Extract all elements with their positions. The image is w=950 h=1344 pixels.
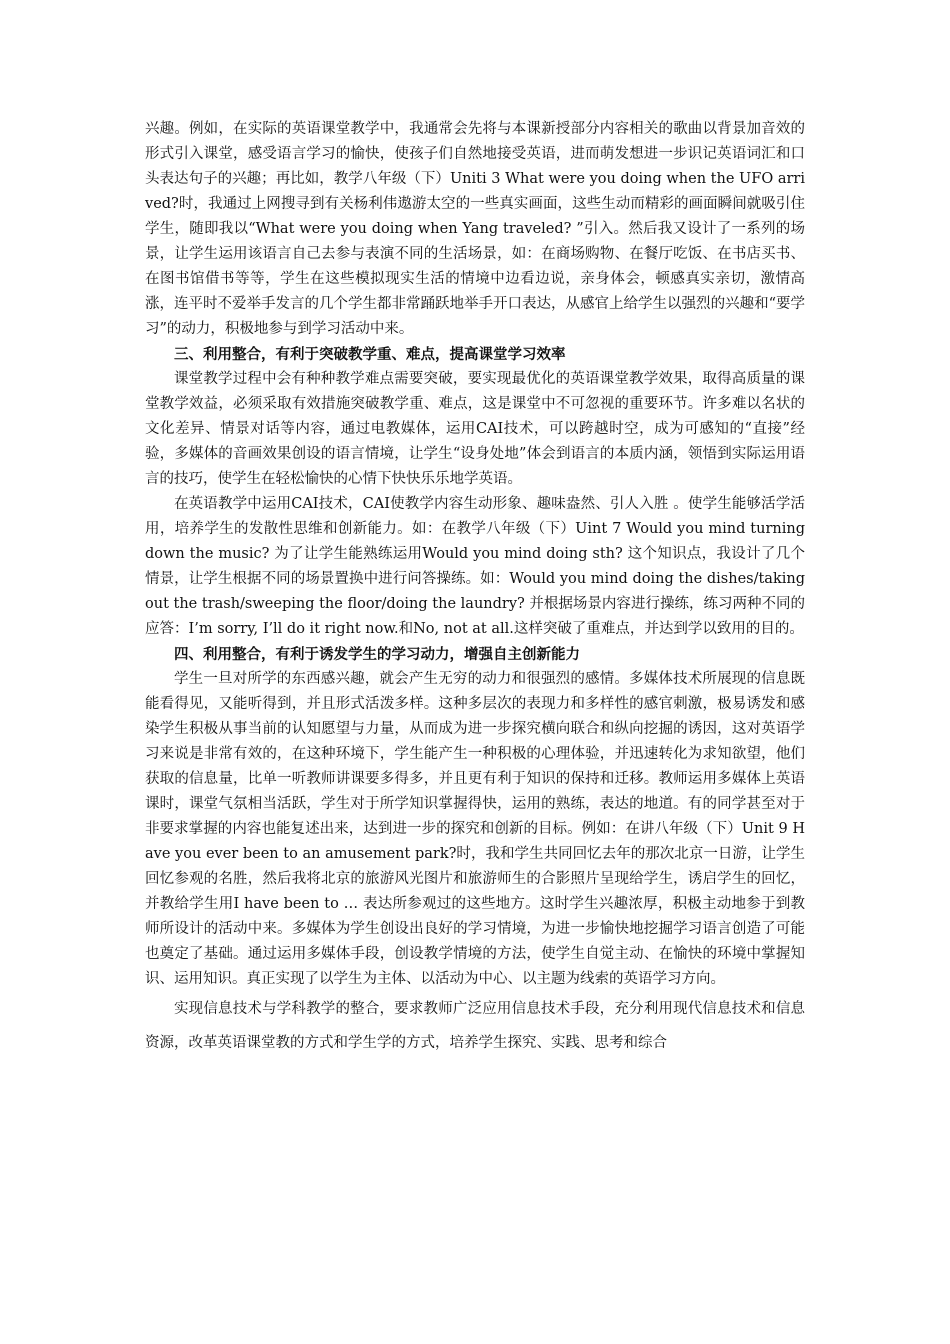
paragraph-interest: 兴趣。例如，在实际的英语课堂教学中，我通常会先将与本课新授部分内容相关的歌曲以背景加音效的形式引入课堂，感受语言学习的愉快，使孩子们自然地接受英语，进而萌发想进一步识记英语词汇和口头表达句子的兴趣；再比如，教学八年级（下）Uniti 3 What were you doing when the UFO arrived?时，我通过上网搜寻到有关杨利伟遨游太空的一些真实画面，这些生动而精彩的画面瞬间就吸引住学生，随即我以“What were you doing when Yang traveled? ”引入。然后我又设计了一系列的场景，让学生运用该语言自己去参与表演不同的生活场景，如：在商场购物、在餐厅吃饭、在书店买书、在图书馆借书等等，学生在这些模拟现实生活的情境中边看边说，亲身体会，顿感真实亲切，激情高涨，连平时不爱举手发言的几个学生都非常踊跃地举手开口表达，从感官上给学生以强烈的兴趣和“要学习”的动力，积极地参与到学习活动中来。 xyxy=(145,121,805,337)
paragraph-integration: 实现信息技术与学科教学的整合，要求教师广泛应用信息技术手段，充分利用现代信息技术和信息资源，改革英语课堂教的方式和学生学的方式，培养学生探究、实践、思考和综合 xyxy=(145,1001,805,1051)
paragraph-difficulties: 课堂教学过程中会有种种教学难点需要突破，要实现最优化的英语课堂教学效果，取得高质量的课堂教学效益，必须采取有效措施突破教学重、难点，这是课堂中不可忽视的重要环节。许多难以名状的文化差异、情景对话等内容，通过电教媒体，运用CAI技术，可以跨越时空，成为可感知的“直接”经验，多媒体的音画效果创设的语言情境，让学生“设身处地”体会到语言的本质内涵，领悟到实际运用语言的技巧，使学生在轻松愉快的心情下快快乐乐地学英语。 xyxy=(145,371,805,487)
paragraph-motivation: 学生一旦对所学的东西感兴趣，就会产生无穷的动力和很强烈的感情。多媒体技术所展现的信息既能看得见，又能听得到，并且形式活泼多样。这种多层次的表现力和多样性的感官刺激，极易诱发和感染学生积极从事当前的认知愿望与力量，从而成为进一步探究横向联合和纵向挖掘的诱因，这对英语学习来说是非常有效的，在这种环境下，学生能产生一种积极的心理体验，并迅速转化为求知欲望，他们获取的信息量，比单一听教师讲课要多得多，并且更有利于知识的保持和迁移。教师运用多媒体上英语课时，课堂气氛相当活跃，学生对于所学知识掌握得快，运用的熟练，表达的地道。有的同学甚至对于非要求掌握的内容也能复述出来，达到进一步的探究和创新的目标。例如：在讲八年级（下）Unit 9 Have you ever been to an amusement park?时，我和学生共同回忆去年的那次北京一日游，让学生回忆参观的名胜，然后我将北京的旅游风光图片和旅游师生的合影照片呈现给学生，诱启学生的回忆，并教给学生用I have been to … 表达所参观过的这些地方。这时学生兴趣浓厚，积极主动地参于到教师所设计的活动中来。多媒体为学生创设出良好的学习情境，为进一步愉快地挖掘学习语言创造了可能也奠定了基础。通过运用多媒体手段，创设教学情境的方法，使学生自觉主动、在愉快的环境中掌握知识、运用知识。真正实现了以学生为主体、以活动为中心、以主题为线索的英语学习方向。 xyxy=(145,671,805,987)
paragraph-cai: 在英语教学中运用CAI技术，CAI使教学内容生动形象、趣味盎然、引人入胜 。使学生能够活学活用，培养学生的发散性思维和创新能力。如：在教学八年级（下）Uint 7 Would you mind turning down the music? 为了让学生能熟练运用Would you mind doing sth? 这个知识点，我设计了几个情景，让学生根据不同的场景置换中进行问答操练。如：Would you mind doing the dishes/taking out the trash/sweeping the floor/doing the laundry? 并根据场景内容进行操练，练习两种不同的应答：I’m sorry, I’ll do it right now.和No, not at all.这样突破了重难点，并达到学以致用的目的。 xyxy=(145,496,805,637)
section-heading-4: 四、利用整合，有利于诱发学生的学习动力，增强自主创新能力 xyxy=(174,646,580,663)
document-page xyxy=(145,117,805,1060)
section-heading-3: 三、利用整合，有利于突破教学重、难点，提高课堂学习效率 xyxy=(174,346,566,363)
